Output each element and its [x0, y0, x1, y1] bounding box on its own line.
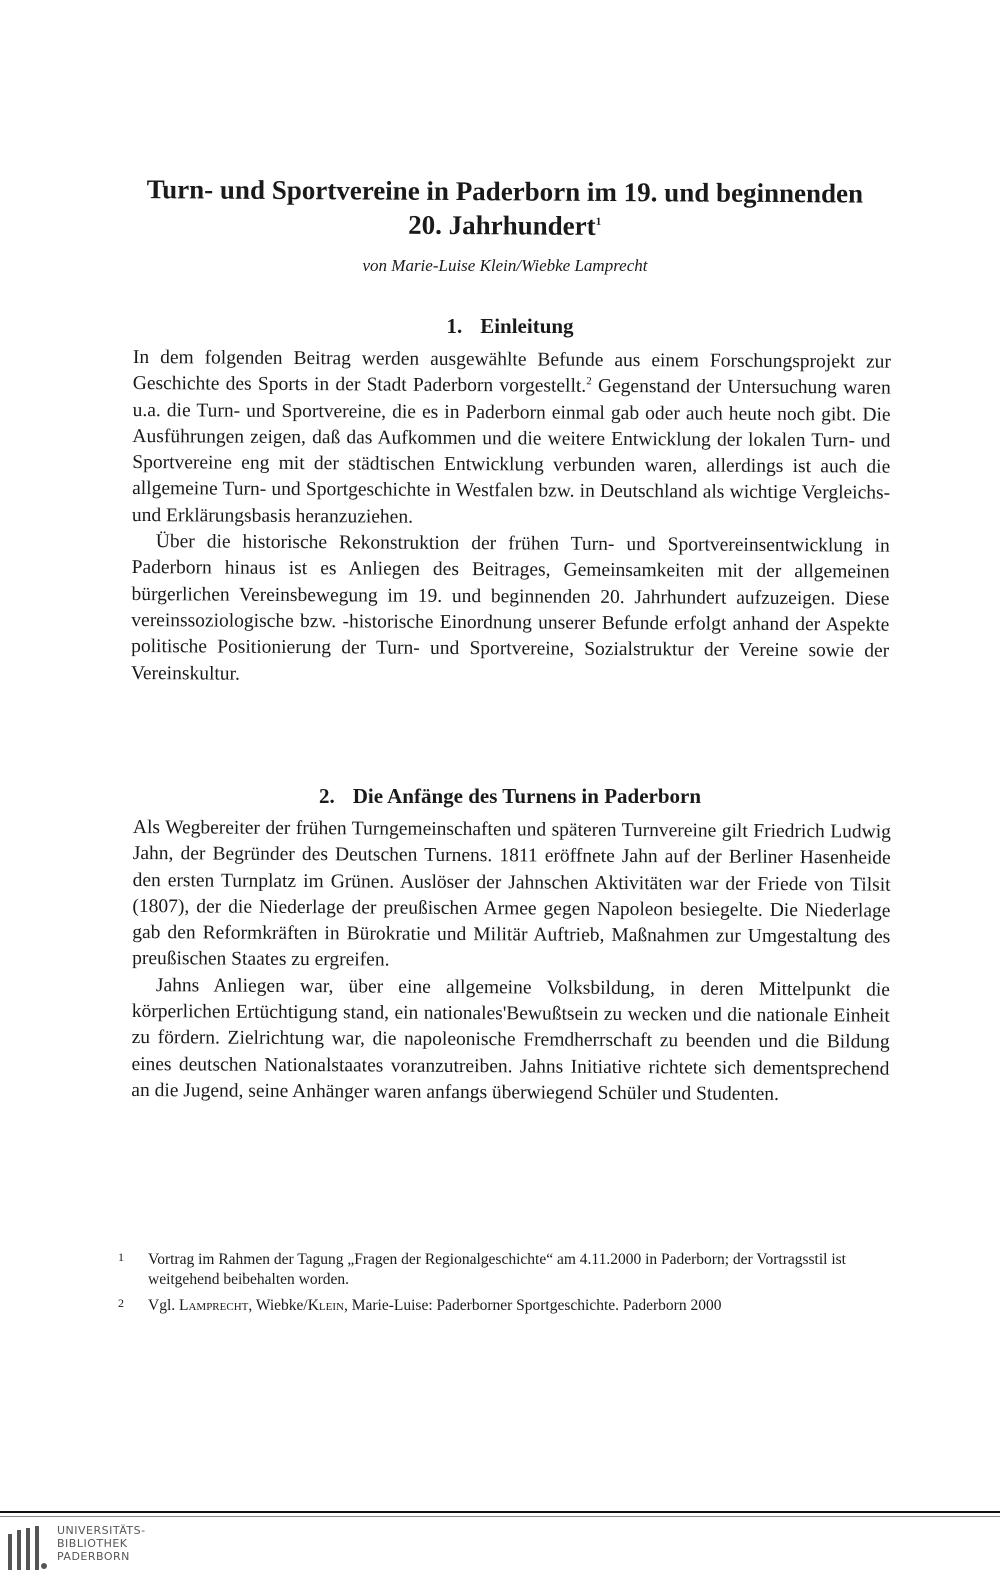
bottom-rule	[0, 1511, 1000, 1513]
footnote-1-number: 1	[118, 1250, 124, 1264]
library-logo	[0, 1522, 146, 1571]
title-line-1: Turn- und Sportvereine in Paderborn im 19. und beginnenden	[146, 174, 864, 209]
section-1-paragraph-1-part-a: In dem folgenden Beitrag werden ausgewählte Befunde aus einem Forschungsprojekt zur Geschichte des Sports in der Stadt Paderborn vorgestellt.	[132, 346, 891, 398]
bottom-rule-thin	[0, 1516, 1000, 1517]
section-2-paragraph-2: Jahns Anliegen war, über eine allgemeine Volksbildung, in deren Mittelpunkt die körperlichen Ertüchtigung stand, ein nationales'Bewußtsein zu wecken und die nationale Einheit zu fördern. Zielrichtung war, die napoleonische Fremdherrschaft zu beenden und die Bildung eines deutschen Nationalstaates voranzutreiben. Jahns Initiative richtete sich dementsprechend an die Jugend, seine Anhänger waren anfangs überwiegend Schüler und Studenten.	[131, 974, 891, 1105]
article-authors: von Marie-Luise Klein/Wiebke Lamprecht	[362, 256, 648, 275]
footnote-1	[118, 1250, 888, 1290]
section-1-paragraph-1	[132, 345, 891, 534]
article-title	[120, 172, 890, 245]
library-logo-line-3: PADERBORN	[57, 1550, 130, 1563]
section-2-heading	[120, 783, 900, 809]
section-1-number: 1.	[446, 314, 463, 338]
title-line-2	[120, 206, 890, 245]
footnote-2-author-2: Klein	[307, 1297, 344, 1314]
title-line-2-text: 20. Jahrhundert	[408, 209, 596, 241]
footnote-2-pre: Vgl.	[148, 1297, 179, 1314]
footnote-2-mid: , Wiebke/	[248, 1297, 308, 1314]
section-1-paragraph-2: Über die historische Rekonstruktion der frühen Turn- und Sportvereinsentwicklung in Paderborn hinaus ist es Anliegen des Beitrages, Gemeinsamkeiten mit der allgemeinen bürgerlichen Vereinsbewegung im 19. und beginnenden 20. Jahrhundert aufzuzeigen. Diese vereinssoziologische bzw. -historische Einordnung unserer Befunde erfolgt anhand der Aspekte politische Positionierung der Turn- und Sportvereine, Sozialstruktur der Vereine sowie der Vereinskultur.	[130, 531, 890, 685]
footnote-2-text	[148, 1296, 888, 1316]
library-logo-text	[57, 1524, 146, 1563]
section-2-title: Die Anfänge des Turnens in Paderborn	[352, 784, 702, 808]
footnote-2	[118, 1296, 888, 1316]
footnotes	[118, 1250, 888, 1322]
library-logo-line-2: BIBLIOTHEK	[57, 1537, 128, 1550]
footnote-ref-2[interactable]: 2	[586, 375, 592, 388]
footnote-2-author-1: Lamprecht	[179, 1297, 249, 1314]
title-footnote-ref[interactable]: 1	[595, 215, 602, 228]
section-1-body	[131, 345, 891, 691]
library-logo-icon	[8, 1526, 50, 1570]
section-2-number: 2.	[318, 784, 335, 808]
footnote-2-number: 2	[118, 1296, 124, 1310]
section-1-title: Einleitung	[480, 314, 574, 338]
section-1-heading	[120, 313, 900, 339]
section-2-paragraph-1: Als Wegbereiter der frühen Turngemeinschaften und späteren Turnvereine gilt Friedrich Ludwig Jahn, der Begründer des Deutschen Turnens. 1811 eröffnete Jahn auf der Berliner Hasenheide den ersten Turnplatz im Grünen. Auslöser der Jahnschen Aktivitäten war der Friede von Tilsit (1807), der die Niederlage der preußischen Armee gegen Napoleon besiegelte. Die Niederlage gab den Reformkräften in Bürokratie und Militär Auftrieb, Maßnahmen zur Umgestaltung des preußischen Staates zu ergreifen.	[132, 816, 891, 972]
section-1-paragraph-1-part-b: Gegenstand der Untersuchung waren u.a. die Turn- und Sportvereine, die es in Paderborn einmal gab oder auch heute noch gibt. Die Ausführungen zeigen, daß das Aufkommen und die weitere Entwicklung der lokalen Turn- und Sportvereine eng mit der städtischen Entwicklung verbunden waren, allerdings ist auch die allgemeine Turn- und Sportgeschichte in Westfalen bzw. in Deutschland als wichtige Vergleichs- und Erklärungsbasis heranzuziehen.	[131, 376, 891, 528]
footnote-2-post: , Marie-Luise: Paderborner Sportgeschichte. Paderborn 2000	[343, 1297, 722, 1314]
section-2-body	[131, 815, 891, 1109]
footnote-1-text: Vortrag im Rahmen der Tagung „Fragen der Regionalgeschichte“ am 4.11.2000 in Paderborn; der Vortragsstil ist weitgehend beibehalten worden.	[148, 1251, 846, 1288]
library-logo-line-1: UNIVERSITÄTS-	[57, 1524, 146, 1537]
